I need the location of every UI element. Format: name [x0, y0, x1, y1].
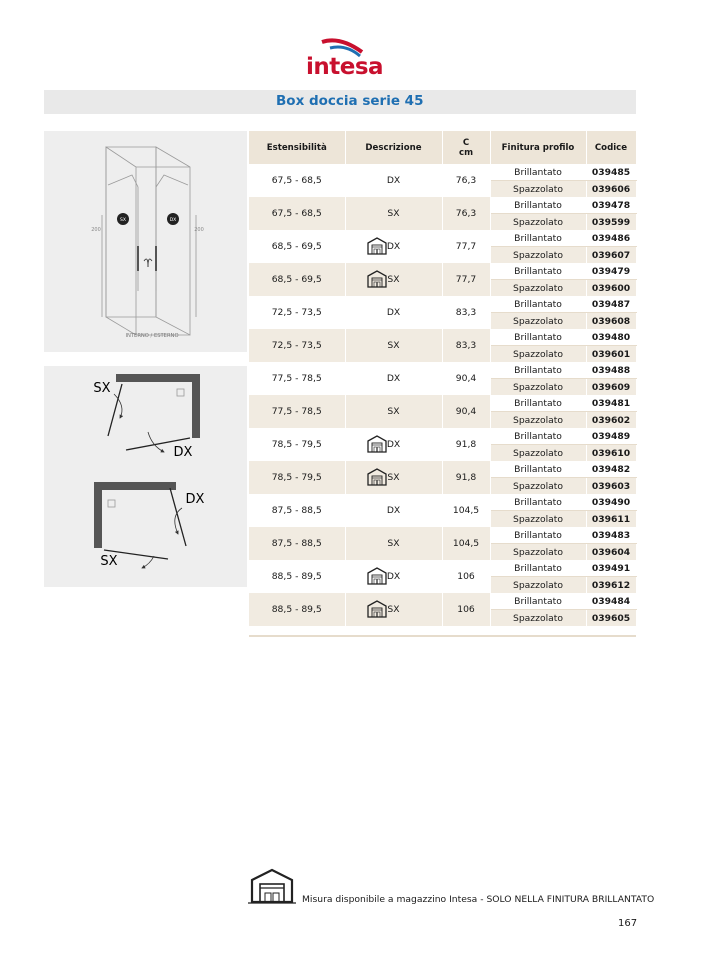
- cell-finitura: Spazzolato: [490, 346, 586, 363]
- cell-codice: 039486: [586, 230, 636, 247]
- warehouse-icon: [248, 866, 296, 906]
- shower-box-drawing: [44, 131, 247, 352]
- cell-estensibilita: 87,5 - 88,5: [249, 527, 345, 560]
- cell-finitura: Spazzolato: [490, 247, 586, 264]
- cell-c: 76,3: [442, 197, 490, 230]
- cell-codice: 039479: [586, 263, 636, 280]
- cell-finitura: Brillantato: [490, 461, 586, 478]
- table-row: [249, 329, 636, 346]
- cell-descrizione: SX: [345, 329, 442, 362]
- cell-descrizione: SX: [345, 527, 442, 560]
- cell-estensibilita: 88,5 - 89,5: [249, 560, 345, 593]
- cell-c: 77,7: [442, 230, 490, 263]
- cell-c: 76,3: [442, 164, 490, 197]
- cell-finitura: Brillantato: [490, 395, 586, 412]
- cell-finitura: Spazzolato: [490, 445, 586, 462]
- cell-estensibilita: 68,5 - 69,5: [249, 263, 345, 296]
- header-estensibilita: Estensibilità: [249, 131, 345, 164]
- spec-table: [249, 131, 637, 626]
- cell-codice: 039610: [586, 445, 636, 462]
- cell-descrizione: SX: [345, 197, 442, 230]
- header-codice: Codice: [586, 131, 636, 164]
- cell-descrizione: DX: [345, 494, 442, 527]
- plan-bottom: [94, 482, 205, 569]
- cell-estensibilita: 88,5 - 89,5: [249, 593, 345, 626]
- table-row: [249, 461, 636, 478]
- cell-descrizione: DX: [345, 296, 442, 329]
- cell-estensibilita: 87,5 - 88,5: [249, 494, 345, 527]
- cell-c: 83,3: [442, 296, 490, 329]
- plan-top-dx: DX: [173, 445, 193, 460]
- plan-diagrams: [44, 366, 247, 587]
- plan-diagram-panel: [44, 366, 247, 587]
- cell-codice: 039612: [586, 577, 636, 594]
- warehouse-icon: [366, 566, 388, 586]
- cell-codice: 039487: [586, 296, 636, 313]
- cell-codice: 039491: [586, 560, 636, 577]
- cell-estensibilita: 77,5 - 78,5: [249, 395, 345, 428]
- cell-descrizione: DX: [345, 428, 442, 461]
- cell-c: 91,8: [442, 428, 490, 461]
- cell-estensibilita: 78,5 - 79,5: [249, 461, 345, 494]
- cell-codice: 039603: [586, 478, 636, 495]
- cell-codice: 039478: [586, 197, 636, 214]
- table-row: [249, 263, 636, 280]
- cell-descrizione: SX: [345, 263, 442, 296]
- table-row: [249, 428, 636, 445]
- warehouse-icon: [366, 236, 388, 256]
- footer-note: Misura disponibile a magazzino Intesa - SOLO NELLA FINITURA BRILLANTATO: [302, 894, 655, 905]
- cell-codice: 039607: [586, 247, 636, 264]
- cell-finitura: Brillantato: [490, 428, 586, 445]
- cell-finitura: Brillantato: [490, 197, 586, 214]
- warehouse-icon: [366, 434, 388, 454]
- cell-finitura: Brillantato: [490, 560, 586, 577]
- table-row: [249, 494, 636, 511]
- cell-codice: 039602: [586, 412, 636, 429]
- cell-finitura: Brillantato: [490, 494, 586, 511]
- table-body: [249, 164, 636, 626]
- cell-codice: 039608: [586, 313, 636, 330]
- cell-finitura: Spazzolato: [490, 478, 586, 495]
- cell-finitura: Brillantato: [490, 164, 586, 181]
- cell-finitura: Brillantato: [490, 593, 586, 610]
- cell-descrizione: SX: [345, 395, 442, 428]
- cell-finitura: Spazzolato: [490, 181, 586, 198]
- warehouse-icon: [366, 269, 388, 289]
- plan-bottom-dx: DX: [185, 492, 205, 507]
- cell-estensibilita: 67,5 - 68,5: [249, 164, 345, 197]
- cell-c: 104,5: [442, 494, 490, 527]
- table-row: [249, 164, 636, 181]
- cell-codice: 039606: [586, 181, 636, 198]
- cell-codice: 039484: [586, 593, 636, 610]
- cell-c: 83,3: [442, 329, 490, 362]
- cell-finitura: Spazzolato: [490, 511, 586, 528]
- cell-codice: 039611: [586, 511, 636, 528]
- intesa-logo: [300, 38, 390, 84]
- cell-codice: 039599: [586, 214, 636, 231]
- page-number: 167: [618, 918, 638, 929]
- plan-top: [93, 374, 200, 460]
- table-row: [249, 296, 636, 313]
- cell-codice: 039490: [586, 494, 636, 511]
- page-title: Box doccia serie 45: [276, 93, 424, 109]
- warehouse-icon: [366, 467, 388, 487]
- cell-codice: 039601: [586, 346, 636, 363]
- cell-codice: 039480: [586, 329, 636, 346]
- title-band: [44, 90, 636, 114]
- cell-finitura: Brillantato: [490, 527, 586, 544]
- cell-codice: 039481: [586, 395, 636, 412]
- plan-top-sx: SX: [93, 381, 111, 396]
- cell-estensibilita: 72,5 - 73,5: [249, 296, 345, 329]
- cell-c: 104,5: [442, 527, 490, 560]
- warehouse-icon: [366, 599, 388, 619]
- cell-descrizione: SX: [345, 593, 442, 626]
- cell-descrizione: SX: [345, 461, 442, 494]
- cell-finitura: Brillantato: [490, 362, 586, 379]
- cell-codice: 039485: [586, 164, 636, 181]
- plan-bottom-sx: SX: [100, 554, 118, 569]
- cell-estensibilita: 68,5 - 69,5: [249, 230, 345, 263]
- cell-c: 91,8: [442, 461, 490, 494]
- cell-descrizione: DX: [345, 230, 442, 263]
- cell-codice: 039605: [586, 610, 636, 627]
- cell-finitura: Brillantato: [490, 263, 586, 280]
- cell-estensibilita: 67,5 - 68,5: [249, 197, 345, 230]
- cell-codice: 039604: [586, 544, 636, 561]
- cell-finitura: Brillantato: [490, 329, 586, 346]
- height-left: 200: [91, 227, 101, 233]
- cell-finitura: Spazzolato: [490, 412, 586, 429]
- dx-badge-text: DX: [169, 218, 177, 223]
- header-finitura: Finitura profilo: [490, 131, 586, 164]
- cell-codice: 039483: [586, 527, 636, 544]
- table-row: [249, 527, 636, 544]
- diagram-caption: INTERNO / ESTERNO: [125, 333, 179, 339]
- product-image-panel: [44, 131, 247, 352]
- cell-finitura: Spazzolato: [490, 280, 586, 297]
- height-right: 200: [194, 227, 204, 233]
- cell-estensibilita: 78,5 - 79,5: [249, 428, 345, 461]
- cell-finitura: Spazzolato: [490, 214, 586, 231]
- cell-codice: 039609: [586, 379, 636, 396]
- header-c: C cm: [442, 131, 490, 164]
- cell-finitura: Spazzolato: [490, 544, 586, 561]
- cell-c: 90,4: [442, 395, 490, 428]
- cell-c: 106: [442, 560, 490, 593]
- cell-c: 77,7: [442, 263, 490, 296]
- cell-descrizione: DX: [345, 362, 442, 395]
- cell-finitura: Spazzolato: [490, 313, 586, 330]
- table-row: [249, 197, 636, 214]
- table-header-row: [249, 131, 636, 164]
- header-descrizione: Descrizione: [345, 131, 442, 164]
- table-row: [249, 230, 636, 247]
- cell-estensibilita: 72,5 - 73,5: [249, 329, 345, 362]
- cell-codice: 039488: [586, 362, 636, 379]
- sx-badge-text: SX: [120, 218, 126, 223]
- cell-finitura: Brillantato: [490, 230, 586, 247]
- cell-estensibilita: 77,5 - 78,5: [249, 362, 345, 395]
- table-bottom-rule: [249, 635, 636, 637]
- table-row: [249, 593, 636, 610]
- cell-finitura: Spazzolato: [490, 577, 586, 594]
- cell-c: 90,4: [442, 362, 490, 395]
- cell-codice: 039489: [586, 428, 636, 445]
- logo-text: intesa: [306, 54, 384, 80]
- cell-finitura: Spazzolato: [490, 379, 586, 396]
- cell-c: 106: [442, 593, 490, 626]
- cell-codice: 039482: [586, 461, 636, 478]
- cell-descrizione: DX: [345, 560, 442, 593]
- cell-codice: 039600: [586, 280, 636, 297]
- table-row: [249, 362, 636, 379]
- table-row: [249, 395, 636, 412]
- cell-finitura: Brillantato: [490, 296, 586, 313]
- cell-descrizione: DX: [345, 164, 442, 197]
- cell-finitura: Spazzolato: [490, 610, 586, 627]
- table-row: [249, 560, 636, 577]
